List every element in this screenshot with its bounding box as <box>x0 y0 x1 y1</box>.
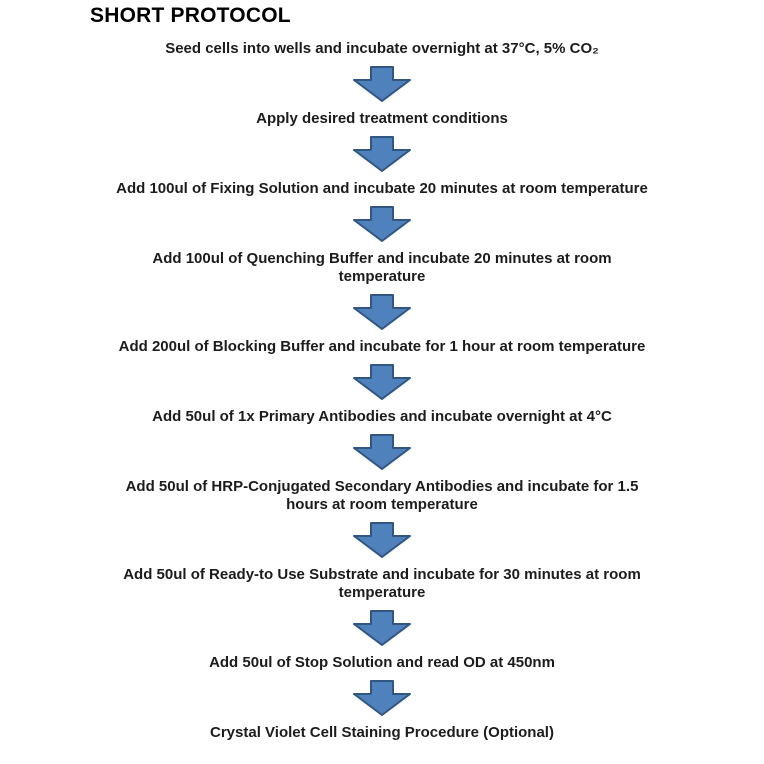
protocol-steps <box>0 40 764 742</box>
down-arrow-icon <box>353 136 411 172</box>
protocol-step-10 <box>210 724 554 742</box>
down-arrow-icon <box>353 364 411 400</box>
protocol-step-6 <box>152 408 612 426</box>
protocol-step-5 <box>119 338 646 356</box>
down-arrow-icon <box>353 522 411 558</box>
protocol-step-7-line: hours at room temperature <box>286 496 478 513</box>
down-arrow-icon <box>353 434 411 470</box>
protocol-step-10-line: Crystal Violet Cell Staining Procedure (Optional) <box>210 724 554 741</box>
protocol-step-1 <box>165 40 599 58</box>
protocol-step-8 <box>123 566 641 602</box>
protocol-step-2-line: Apply desired treatment conditions <box>256 110 508 127</box>
protocol-step-8-line: Add 50ul of Ready-to Use Substrate and incubate for 30 minutes at room <box>123 566 641 583</box>
protocol-step-7 <box>126 478 639 514</box>
down-arrow-icon <box>353 66 411 102</box>
protocol-step-8-line: temperature <box>338 584 426 601</box>
down-arrow-icon <box>353 680 411 716</box>
page-title: SHORT PROTOCOL <box>90 4 291 27</box>
protocol-step-4-line: Add 100ul of Quenching Buffer and incubate 20 minutes at room <box>152 250 612 267</box>
down-arrow-icon <box>353 294 411 330</box>
protocol-step-5-line: Add 200ul of Blocking Buffer and incubate for 1 hour at room temperature <box>118 338 646 355</box>
protocol-step-2 <box>256 110 508 128</box>
protocol-step-6-line: Add 50ul of 1x Primary Antibodies and incubate overnight at 4°C <box>152 408 612 425</box>
protocol-step-4 <box>152 250 611 286</box>
protocol-step-7-line: Add 50ul of HRP-Conjugated Secondary Antibodies and incubate for 1.5 <box>125 478 639 495</box>
protocol-step-3-line: Add 100ul of Fixing Solution and incubate 20 minutes at room temperature <box>116 180 648 197</box>
protocol-step-9-line: Add 50ul of Stop Solution and read OD at 450nm <box>209 654 555 671</box>
protocol-step-9 <box>209 654 555 672</box>
protocol-step-4-line: temperature <box>338 268 426 285</box>
protocol-step-1-line: Seed cells into wells and incubate overnight at 37°C, 5% CO₂ <box>165 40 599 57</box>
down-arrow-icon <box>353 206 411 242</box>
protocol-step-3 <box>116 180 648 198</box>
down-arrow-icon <box>353 610 411 646</box>
